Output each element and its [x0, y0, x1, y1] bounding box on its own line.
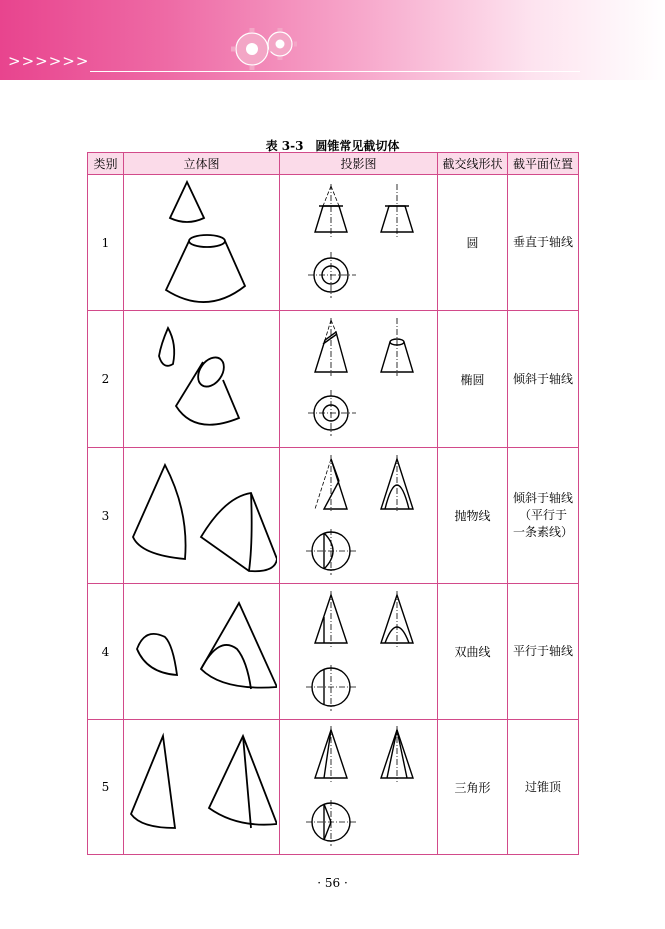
table-row: [88, 311, 579, 448]
section-shape-cell: 抛物线: [438, 448, 508, 584]
plane-position-cell: [508, 584, 579, 720]
oblique-cut-cone-figure: [127, 314, 277, 444]
header-rule: [90, 71, 580, 72]
gears-icon: [222, 22, 312, 76]
hyperbolic-cut-cone-figure: [127, 587, 277, 717]
solid-view-cell: [124, 448, 280, 584]
position-text: 平行于轴线: [512, 644, 573, 658]
parabolic-cut-cone-figure: [127, 451, 277, 581]
cone-sections-table: [87, 152, 579, 855]
position-text: 倾斜于轴线: [512, 491, 573, 505]
section-shape-cell: 双曲线: [438, 584, 508, 720]
table-header-row: [88, 153, 579, 175]
category-cell: 5: [88, 720, 124, 855]
table-caption: 表 3-3 圆锥常见截切体: [265, 139, 400, 153]
triangular-cut-cone-figure: [127, 722, 277, 852]
header-banner: [0, 0, 665, 80]
column-header: 截交线形状: [438, 153, 508, 175]
plane-position-cell: [508, 448, 579, 584]
position-text: （平行于: [518, 508, 567, 522]
section-shape-cell: 椭圆: [438, 311, 508, 448]
position-text: 过锥顶: [524, 779, 561, 794]
plane-position-cell: [508, 175, 579, 311]
page-number: · 56 ·: [317, 876, 348, 890]
projection-cell: [280, 448, 438, 584]
table-row: [88, 175, 579, 311]
position-text: 一条素线）: [512, 525, 573, 539]
column-header: 类别: [88, 153, 124, 175]
category-cell: 1: [88, 175, 124, 311]
cone-frustum-figure: [127, 178, 277, 308]
projection-figure: [284, 314, 434, 444]
section-shape-cell: 三角形: [438, 720, 508, 855]
category-cell: 2: [88, 311, 124, 448]
column-header: 截平面位置: [508, 153, 579, 175]
category-cell: 4: [88, 584, 124, 720]
projection-cell: [280, 720, 438, 855]
column-header: 投影图: [280, 153, 438, 175]
projection-figure: [284, 722, 434, 852]
section-shape-cell: 圆: [438, 175, 508, 311]
projection-cell: [280, 584, 438, 720]
plane-position-cell: [508, 720, 579, 855]
projection-figure: [284, 178, 434, 308]
position-text: 垂直于轴线: [512, 235, 573, 249]
table-row: [88, 720, 579, 855]
solid-view-cell: [124, 584, 280, 720]
column-header: 立体图: [124, 153, 280, 175]
solid-view-cell: [124, 175, 280, 311]
position-text: 倾斜于轴线: [512, 371, 573, 386]
table-row: [88, 584, 579, 720]
chevrons-decoration: >>>>>>: [8, 52, 90, 70]
category-cell: 3: [88, 448, 124, 584]
projection-cell: [280, 311, 438, 448]
table-row: [88, 448, 579, 584]
projection-cell: [280, 175, 438, 311]
solid-view-cell: [124, 720, 280, 855]
projection-figure: [284, 587, 434, 717]
projection-figure: [284, 451, 434, 581]
plane-position-cell: [508, 311, 579, 448]
solid-view-cell: [124, 311, 280, 448]
